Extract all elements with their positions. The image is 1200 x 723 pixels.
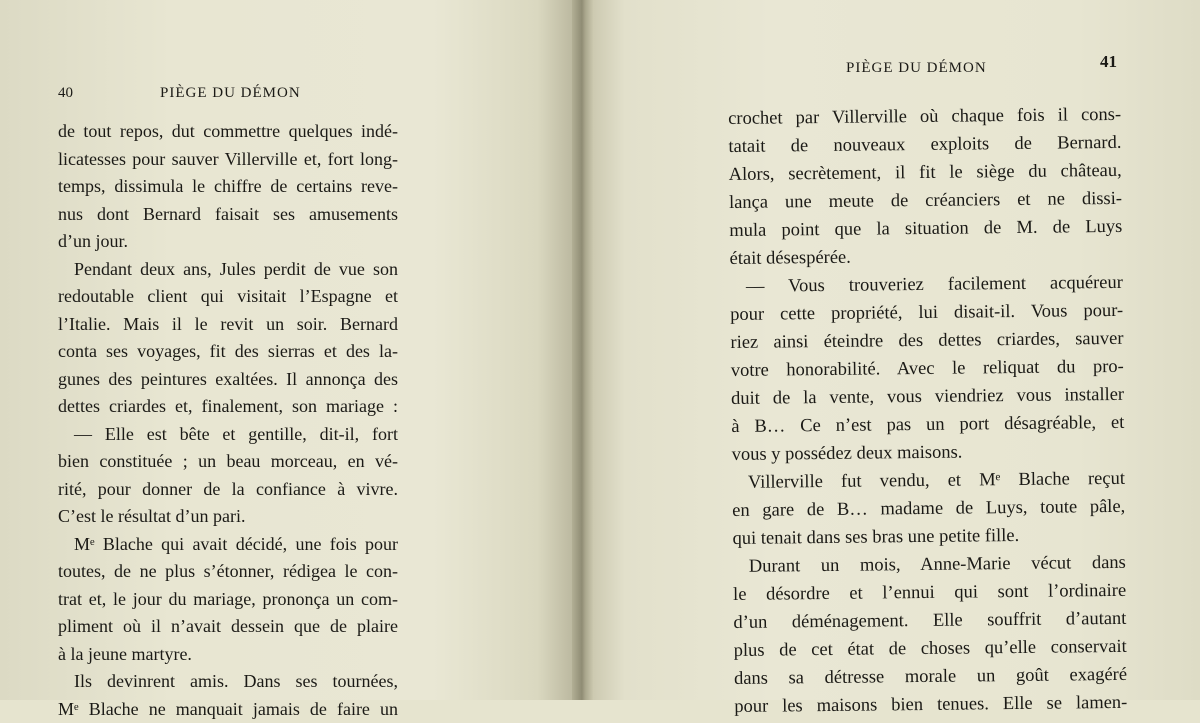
text-line: toutes, de ne plus s’étonner, rédigea le con- [58,558,398,586]
text-line: trat et, le jour du mariage, prononça un com- [58,586,398,614]
left-running-title: PIÈGE DU DÉMON [160,85,301,102]
text-line: plus de cet état de choses qu’elle conservait [734,633,1127,665]
right-page [588,0,1200,700]
text-line: votre honorabilité. Avec le reliquat du pro- [731,353,1124,385]
text-line: pour cette propriété, lui disait-il. Vous pour- [730,297,1123,329]
text-line: d’un jour. [58,228,398,256]
text-line: temps, dissimula le chiffre de certains reve- [58,173,398,201]
text-line: Durant un mois, Anne-Marie vécut dans [733,549,1126,581]
text-line: Ils devinrent amis. Dans ses tournées, [58,668,398,696]
text-line: d’un déménagement. Elle souffrit d’autant [733,605,1126,637]
text-line: l’Italie. Mais il le revit un soir. Bernard [58,311,398,339]
text-line: à la jeune martyre. [58,641,398,669]
text-line: riez ainsi éteindre des dettes criardes, sauver [730,325,1123,357]
text-line: — Elle est bête et gentille, dit-il, fort [58,421,398,449]
text-line: rité, pour donner de la confiance à vivre. [58,476,398,504]
left-page-text [58,118,398,723]
text-line: licatesses pour sauver Villerville et, fort long- [58,146,398,174]
left-page-number: 40 [58,85,73,102]
text-line: bien constituée ; un beau morceau, en vé- [58,448,398,476]
left-page-header [0,82,578,108]
right-running-title: PIÈGE DU DÉMON [846,60,987,77]
text-line: en gare de B… madame de Luys, toute pâle, [732,493,1125,525]
text-line: mula point que la situation de M. de Luys [729,213,1122,245]
text-line: Mᵉ Blache qui avait décidé, une fois pour [58,531,398,559]
text-line: dettes criardes et, finalement, son mariage : [58,393,398,421]
text-line: — Vous trouveriez facilement acquéreur [730,269,1123,301]
text-line: nus dont Bernard faisait ses amusements [58,201,398,229]
text-line: Pendant deux ans, Jules perdit de vue son [58,256,398,284]
text-line: gunes des peintures exaltées. Il annonça des [58,366,398,394]
text-line: Villerville fut vendu, et Mᵉ Blache reçut [732,465,1125,497]
text-line: vous y possédez deux maisons. [732,437,1125,469]
text-line: pliment où il n’avait dessein que de plaire [58,613,398,641]
text-line: Alors, secrètement, il fit le siège du château, [729,157,1122,189]
text-line: conta ses voyages, fit des sierras et des la- [58,338,398,366]
right-page-header [588,52,1200,82]
left-page [0,0,578,700]
text-line: dans sa détresse morale un goût exagéré [734,661,1127,693]
text-line: lança une meute de créanciers et ne dissi- [729,185,1122,217]
text-line: pour les maisons bien tenues. Elle se lamen- [734,689,1127,721]
text-line: C’est le résultat d’un pari. [58,503,398,531]
right-page-text [728,101,1127,721]
text-line: duit de la vente, vous viendriez vous installer [731,381,1124,413]
text-line: à B… Ce n’est pas un port désagréable, et [731,409,1124,441]
text-line: était désespérée. [729,241,1122,273]
right-page-number: 41 [1100,52,1117,72]
text-line: tatait de nouveaux exploits de Bernard. [728,129,1121,161]
text-line: Mᵉ Blache ne manquait jamais de faire un [58,696,398,723]
book-gutter [572,0,594,700]
text-line: crochet par Villerville où chaque fois il cons- [728,101,1121,133]
text-line: qui tenait dans ses bras une petite fille. [732,521,1125,553]
text-line: redoutable client qui visitait l’Espagne et [58,283,398,311]
text-line: le désordre et l’ennui qui sont l’ordinaire [733,577,1126,609]
text-line: de tout repos, dut commettre quelques indé- [58,118,398,146]
